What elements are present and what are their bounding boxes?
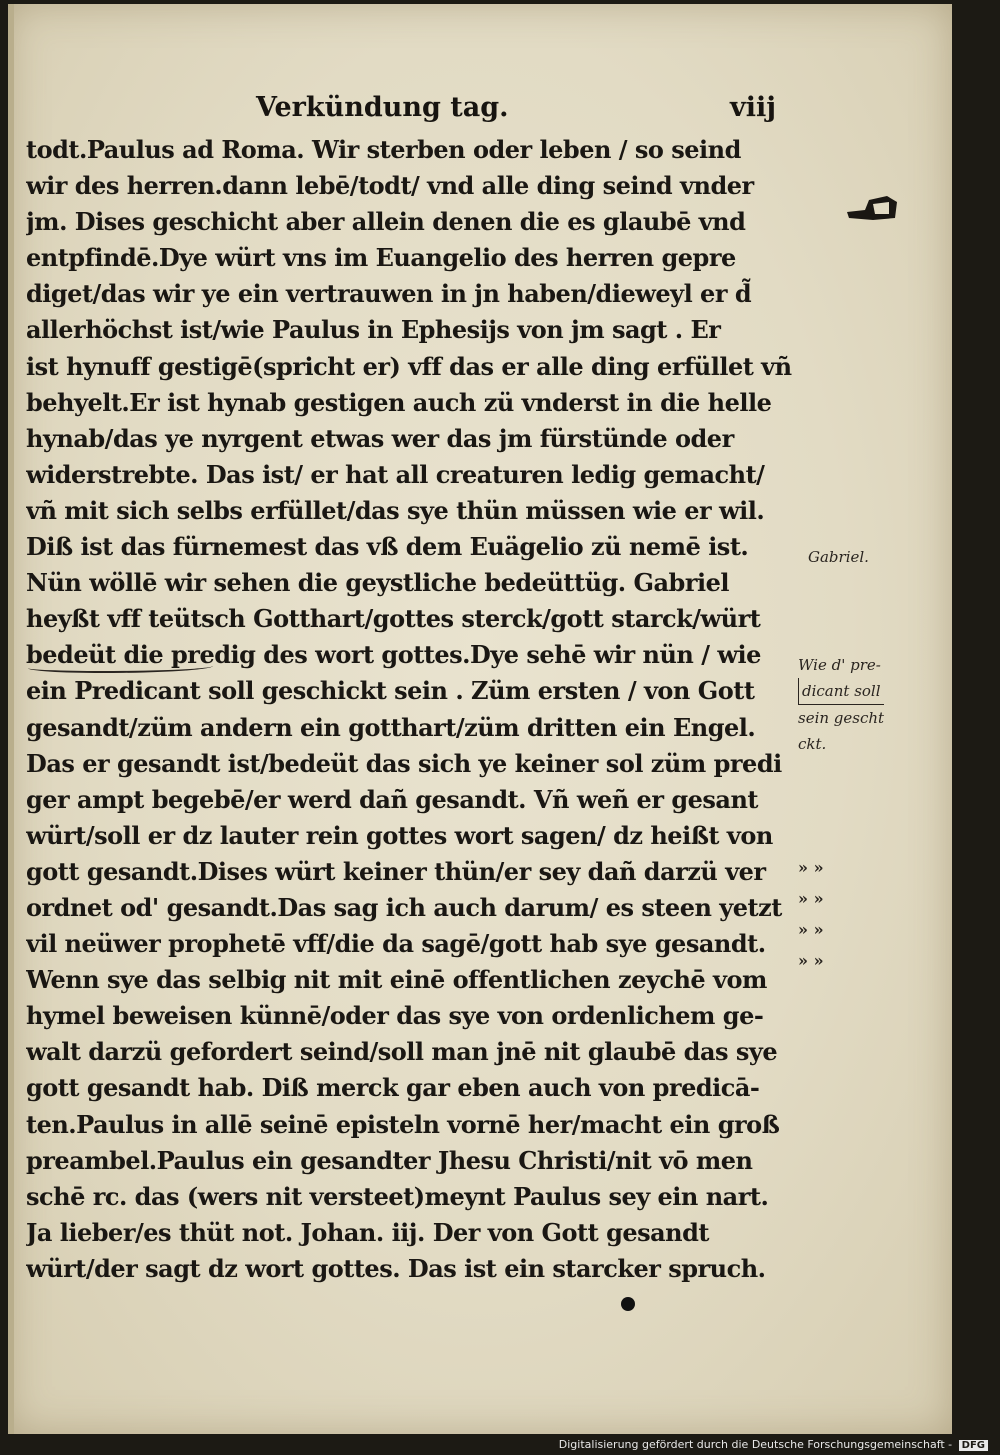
page-binding-edge <box>8 4 14 1434</box>
body-text <box>26 132 801 1287</box>
text-line: schē rc. das (wers nit versteet)meynt Paulus sey ein nart. <box>26 1181 769 1211</box>
text-line: heyßt vff teütsch Gotthart/gottes sterck/gott starck/würt <box>26 604 761 634</box>
text-line: gott gesandt.Dises würt keiner thün/er sey dañ darzü ver <box>26 856 766 886</box>
quote-mark: » » <box>798 951 824 970</box>
text-line: ist hynuff gestigē(spricht er) vff das er alle ding erfüllet vñ <box>26 351 792 381</box>
margin-note-predicant <box>798 652 884 757</box>
text-line: gott gesandt hab. Diß merck gar eben auch von predicā- <box>26 1073 760 1103</box>
text-line: hynab/das ye nyrgent etwas wer das jm fürstünde oder <box>26 423 734 453</box>
text-line: Nün wöllē wir sehen die geystliche bedeüttüg. Gabriel <box>26 568 729 598</box>
text-line: Das er gesandt ist/bedeüt das sich ye keiner sol züm predi <box>26 748 782 778</box>
margin-note-line: ckt. <box>798 735 827 753</box>
text-line: entpfindē.Dye würt vns im Euangelio des herren gepre <box>26 243 736 273</box>
dfg-logo: DFG <box>959 1440 988 1451</box>
text-line: hymel beweisen künnē/oder das sye von ordenlichem ge- <box>26 1001 764 1031</box>
margin-note-line: Wie d' pre- <box>798 656 881 674</box>
credit-text: Digitalisierung gefördert durch die Deutsche Forschungsgemeinschaft - <box>558 1438 953 1451</box>
text-line: Ja lieber/es thüt not. Johan. iij. Der von Gott gesandt <box>26 1217 709 1247</box>
book-page <box>8 4 952 1434</box>
ink-dot <box>621 1297 635 1311</box>
text-line: ten.Paulus in allē seinē episteln vornē her/macht ein groß <box>26 1109 780 1139</box>
quote-mark: » » <box>798 858 824 877</box>
text-line: Diß ist das fürnemest das vß dem Euägelio zü nemē ist. <box>26 532 749 562</box>
text-line: würt/der sagt dz wort gottes. Das ist ein starcker spruch. <box>26 1253 766 1283</box>
running-head-title: Verkündung tag. <box>256 92 509 123</box>
text-line: bedeüt die predig des wort gottes.Dye sehē wir nün / wie <box>26 640 761 670</box>
text-line: würt/soll er dz lauter rein gottes wort sagen/ dz heißt von <box>26 820 773 850</box>
quote-mark: » » <box>798 889 824 908</box>
text-line: widerstrebte. Das ist/ er hat all creaturen ledig gemacht/ <box>26 459 765 489</box>
text-line: vñ mit sich selbs erfüllet/das sye thün müssen wie er wil. <box>26 495 765 525</box>
text-line: walt darzü gefordert seind/soll man jnē nit glaubē das sye <box>26 1037 778 1067</box>
margin-note-line: dicant soll <box>798 678 884 705</box>
quote-mark: » » <box>798 920 824 939</box>
manicule-icon <box>843 190 903 226</box>
marginal-quote-marks <box>798 852 824 976</box>
margin-note-gabriel: Gabriel. <box>808 548 869 566</box>
margin-note-line: sein gescht <box>798 709 885 727</box>
digitization-credit <box>559 1438 988 1451</box>
text-line: gesandt/züm andern ein gotthart/züm dritten ein Engel. <box>26 712 756 742</box>
text-line: ordnet od' gesandt.Das sag ich auch darum/ es steen yetzt <box>26 892 782 922</box>
text-line: jm. Dises geschicht aber allein denen die es glaubē vnd <box>26 207 746 237</box>
text-line: allerhöchst ist/wie Paulus in Ephesijs von jm sagt . Er <box>26 315 721 345</box>
running-head <box>256 92 776 126</box>
text-line: todt.Paulus ad Roma. Wir sterben oder leben / so seind <box>26 135 741 164</box>
text-line: vil neüwer prophetē vff/die da sagē/gott hab sye gesandt. <box>26 929 766 959</box>
folio-number: viij <box>730 92 776 123</box>
text-line: behyelt.Er ist hynab gestigen auch zü vnderst in die helle <box>26 387 772 417</box>
text-line: preambel.Paulus ein gesandter Jhesu Christi/nit vō men <box>26 1145 753 1175</box>
text-line: Wenn sye das selbig nit mit einē offentlichen zeychē vom <box>26 965 767 995</box>
text-line: wir des herren.dann lebē/todt/ vnd alle ding seind vnder <box>26 171 754 201</box>
text-line: diget/das wir ye ein vertrauwen in jn haben/dieweyl er d̃ <box>26 279 752 309</box>
text-line: ein Predicant soll geschickt sein . Züm ersten / von Gott <box>26 676 755 706</box>
text-line: ger ampt begebē/er werd dañ gesandt. Vñ weñ er gesant <box>26 784 758 814</box>
